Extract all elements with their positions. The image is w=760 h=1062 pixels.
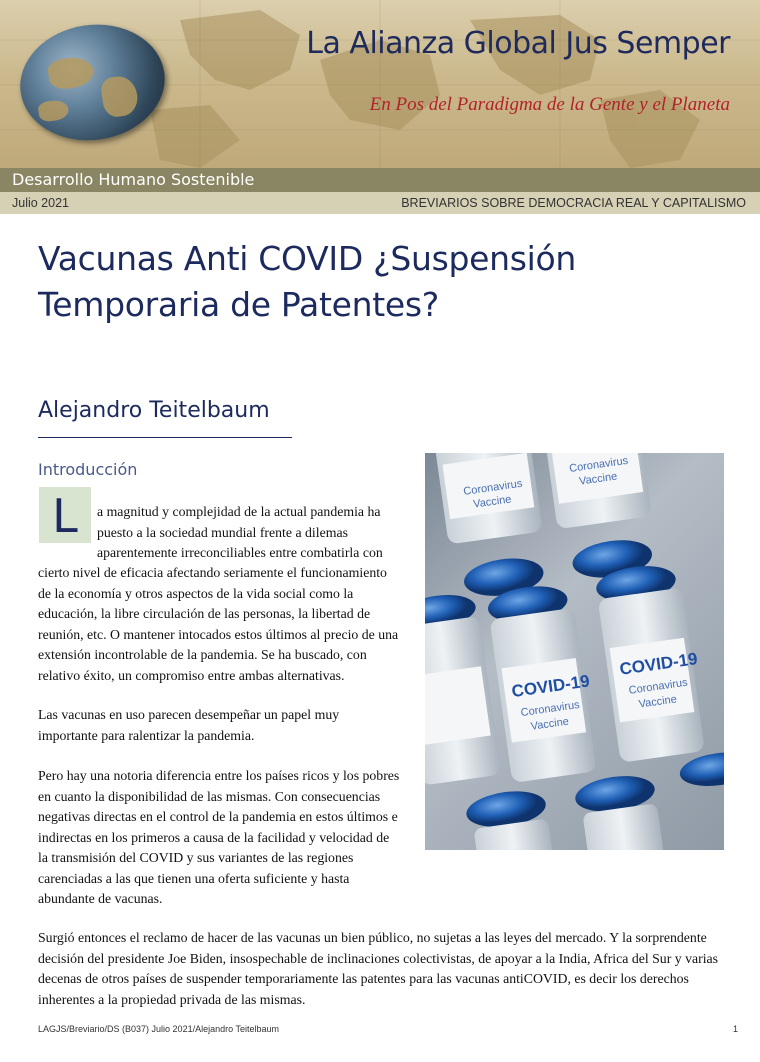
paragraph-1-rest: cierto nivel de eficacia afectando seriamente el funcionamiento de la economía y otros aspectos de la vida social como la educación, la libre circulación de las personas, la libertad de reunión, etc. O mantener intocados estos últimos al precio de una extensión incontrolable de la pandemia. Se ha buscado, con relativo éxito, un compromiso entre ambas alternativas.: [38, 565, 399, 683]
vial-label-vaccine-4: Vaccine: [578, 470, 618, 488]
vaccine-vials-photo: [425, 453, 724, 850]
article-title-line1: Vacunas Anti COVID ¿Suspensión: [38, 239, 577, 278]
article-title: [38, 236, 658, 328]
paragraph-3: Pero hay una notoria diferencia entre los países ricos y los pobres en cuanto la disponibilidad de las mismas. Con consecuencias negativas directas en el control de la pandemia en estos últimos e indirectas en los primeros a causa de la facilidad y velocidad de la transmisión del COVID y sus variantes de las regiones carenciadas a las que tienen una oferta suficiente y hasta abundante de vacunas.: [38, 768, 400, 906]
vial-label-vaccine-3: Vaccine: [472, 493, 513, 511]
vial-label-covid-2: COVID-19: [618, 649, 699, 679]
drop-cap: L: [39, 487, 91, 543]
section-bar-label: Desarrollo Humano Sostenible: [12, 170, 255, 189]
site-title: La Alianza Global Jus Semper: [306, 26, 730, 61]
vial-label-coronavirus-4: Coronavirus: [568, 454, 629, 475]
vial-label-covid: COVID-19: [510, 671, 591, 702]
page-number: 1: [733, 1024, 739, 1034]
series-name: BREVIARIOS SOBRE DEMOCRACIA REAL Y CAPITALISMO: [401, 196, 746, 210]
vial-label-coronavirus-2: Coronavirus: [627, 676, 689, 697]
vaccine-vials-image: [425, 453, 724, 850]
info-bar: [0, 192, 760, 214]
article-title-line2: Temporaria de Patentes?: [38, 285, 439, 324]
section-bar: [0, 168, 760, 192]
paragraph-4: Surgió entonces el reclamo de hacer de las vacunas un bien público, no sujetas a las leyes del mercado. Y la sorprendente decisión del presidente Joe Biden, insospechable de inclinaciones colectivistas, de apoyar a la India, Africa del Sur y varias decenas de otros países de suspender temporariamente las patentes para las vacunas antiCOVID, es decir los derechos inherentes a la propiedad privada de las mismas.: [38, 930, 719, 1007]
header-banner: [0, 0, 760, 168]
vial-label-coronavirus-3: Coronavirus: [462, 477, 524, 498]
paragraph-2: Las vacunas en uso parecen desempeñar un papel muy importante para ralentizar la pandemia.: [38, 707, 340, 743]
section-heading: Introducción: [38, 460, 138, 479]
footer-citation: LAGJS/Breviario/DS (B037) Julio 2021/Alejandro Teitelbaum: [38, 1024, 279, 1034]
paragraph-1-top: a magnitud y complejidad de la actual pandemia ha puesto a la sociedad mundial frente a dilemas aparentemente irreconciliables entre combatirla con: [97, 504, 383, 560]
vial-label-vaccine-2: Vaccine: [637, 693, 678, 711]
vial-label-coronavirus: Coronavirus: [520, 698, 581, 720]
vial-label-vaccine: Vaccine: [530, 715, 570, 733]
site-subtitle: En Pos del Paradigma de la Gente y el Planeta: [369, 94, 730, 115]
author-divider: [38, 437, 292, 438]
issue-date: Julio 2021: [12, 196, 69, 210]
author-name: Alejandro Teitelbaum: [38, 398, 270, 423]
